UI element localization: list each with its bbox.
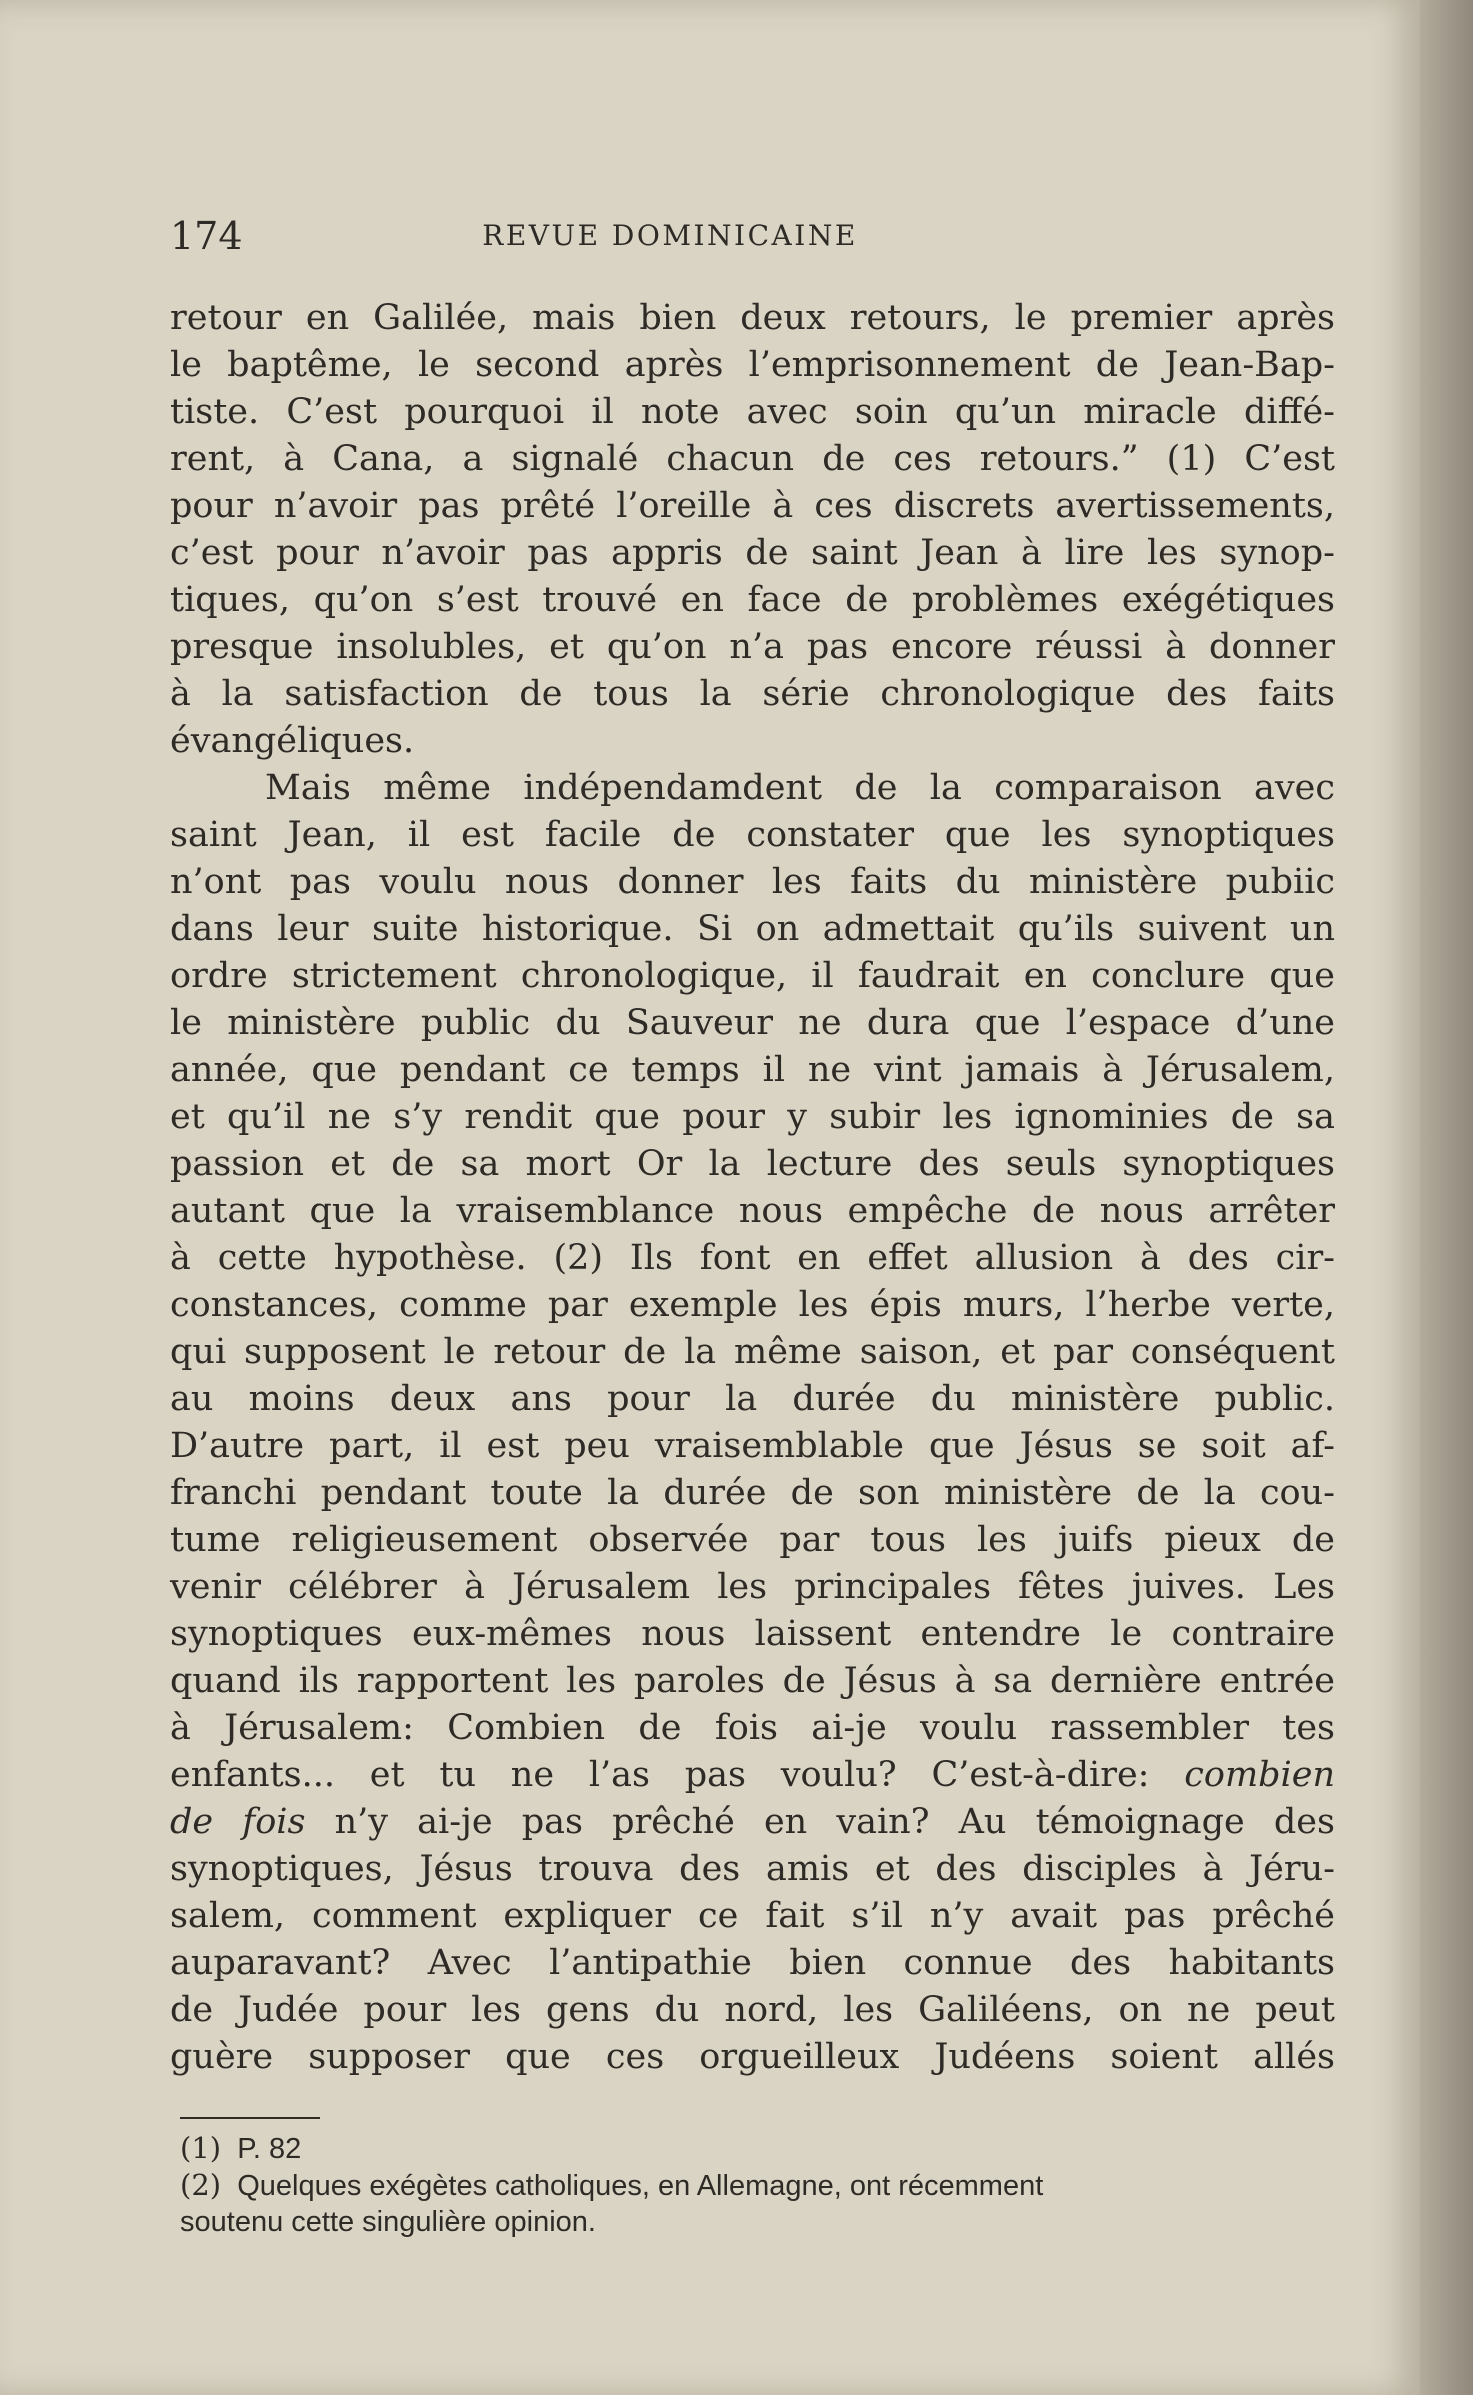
text-line: auparavant? Avec l’antipathie bien connue des habitants bbox=[170, 1943, 1335, 1983]
text-line: presque insolubles, et qu’on n’a pas encore réussi à donner bbox=[170, 627, 1335, 667]
body-text bbox=[170, 295, 1335, 2081]
text-line: pour n’avoir pas prêté l’oreille à ces discrets avertissements, bbox=[170, 486, 1335, 526]
text-line: Mais même indépendamdent de la comparaison avec bbox=[265, 768, 1335, 808]
italic-phrase: de fois bbox=[170, 1802, 306, 1842]
text-line: le baptême, le second après l’emprisonnement de Jean-Bap- bbox=[170, 345, 1335, 385]
footnote-divider bbox=[180, 2117, 320, 2119]
text-line: tiques, qu’on s’est trouvé en face de problèmes exégétiques bbox=[170, 580, 1335, 620]
footnote-2-continued bbox=[180, 2204, 1335, 2240]
text-line: rent, à Cana, a signalé chacun de ces retours.” (1) C’est bbox=[170, 439, 1335, 479]
footnote-number: (2) bbox=[180, 2168, 222, 2202]
running-title: REVUE DOMINICAINE bbox=[482, 219, 858, 252]
text-line: dans leur suite historique. Si on admettait qu’ils suivent un bbox=[170, 909, 1335, 949]
paragraph-1 bbox=[170, 295, 1335, 765]
footnote-1 bbox=[180, 2130, 1335, 2167]
text-line: au moins deux ans pour la durée du ministère public. bbox=[170, 1379, 1335, 1419]
footnote-text: soutenu cette singulière opinion. bbox=[180, 2206, 596, 2238]
text-line: passion et de sa mort Or la lecture des seuls synoptiques bbox=[170, 1144, 1335, 1184]
text-segment: n’y ai-je pas prêché en vain? Au témoignage des bbox=[334, 1802, 1335, 1842]
page-number: 174 bbox=[170, 214, 243, 258]
text-line: guère supposer que ces orgueilleux Judéens soient allés bbox=[170, 2037, 1335, 2077]
text-line: n’ont pas voulu nous donner les faits du ministère pubiic bbox=[170, 862, 1335, 902]
paragraph-2 bbox=[170, 765, 1335, 2081]
text-line: qui supposent le retour de la même saison, et par conséquent bbox=[170, 1332, 1335, 1372]
text-line: venir célébrer à Jérusalem les principales fêtes juives. Les bbox=[170, 1567, 1335, 1607]
text-line: tume religieusement observée par tous les juifs pieux de bbox=[170, 1520, 1335, 1560]
text-line: à cette hypothèse. (2) Ils font en effet allusion à des cir- bbox=[170, 1238, 1335, 1278]
text-line: et qu’il ne s’y rendit que pour y subir les ignominies de sa bbox=[170, 1097, 1335, 1137]
text-line-with-italic bbox=[170, 1752, 1335, 1799]
text-line: retour en Galilée, mais bien deux retours, le premier après bbox=[170, 298, 1335, 338]
italic-phrase: combien bbox=[1184, 1755, 1335, 1795]
footnote-2 bbox=[180, 2167, 1335, 2204]
text-line: quand ils rapportent les paroles de Jésus à sa dernière entrée bbox=[170, 1661, 1335, 1701]
text-line: autant que la vraisemblance nous empêche de nous arrêter bbox=[170, 1191, 1335, 1231]
text-line: le ministère public du Sauveur ne dura que l’espace d’une bbox=[170, 1003, 1335, 1043]
text-line: salem, comment expliquer ce fait s’il n’y avait pas prêché bbox=[170, 1896, 1335, 1936]
text-segment: enfants... et tu ne l’as pas voulu? C’est-à-dire: bbox=[170, 1755, 1150, 1795]
text-line: à Jérusalem: Combien de fois ai-je voulu rassembler tes bbox=[170, 1708, 1335, 1748]
text-line: constances, comme par exemple les épis murs, l’herbe verte, bbox=[170, 1285, 1335, 1325]
text-line: synoptiques eux-mêmes nous laissent entendre le contraire bbox=[170, 1614, 1335, 1654]
text-line: tiste. C’est pourquoi il note avec soin qu’un miracle diffé- bbox=[170, 392, 1335, 432]
text-line: franchi pendant toute la durée de son ministère de la cou- bbox=[170, 1473, 1335, 1513]
footnote-text: P. 82 bbox=[237, 2133, 302, 2165]
page-header bbox=[170, 212, 1335, 262]
text-line: à la satisfaction de tous la série chronologique des faits bbox=[170, 674, 1335, 714]
footnotes bbox=[180, 2130, 1335, 2240]
text-line: ordre strictement chronologique, il faudrait en conclure que bbox=[170, 956, 1335, 996]
text-line: de Judée pour les gens du nord, les Galiléens, on ne peut bbox=[170, 1990, 1335, 2030]
footnote-text: Quelques exégètes catholiques, en Allemagne, ont récemment bbox=[237, 2170, 1044, 2202]
text-line: D’autre part, il est peu vraisemblable que Jésus se soit af- bbox=[170, 1426, 1335, 1466]
text-line: synoptiques, Jésus trouva des amis et des disciples à Jéru- bbox=[170, 1849, 1335, 1889]
text-line-with-italic bbox=[170, 1799, 1335, 1846]
text-line: évangéliques. bbox=[170, 721, 415, 761]
text-line: c’est pour n’avoir pas appris de saint Jean à lire les synop- bbox=[170, 533, 1335, 573]
text-line: saint Jean, il est facile de constater que les synoptiques bbox=[170, 815, 1335, 855]
page-edge bbox=[1420, 0, 1473, 2395]
text-line: année, que pendant ce temps il ne vint jamais à Jérusalem, bbox=[170, 1050, 1335, 1090]
footnote-number: (1) bbox=[180, 2131, 222, 2165]
